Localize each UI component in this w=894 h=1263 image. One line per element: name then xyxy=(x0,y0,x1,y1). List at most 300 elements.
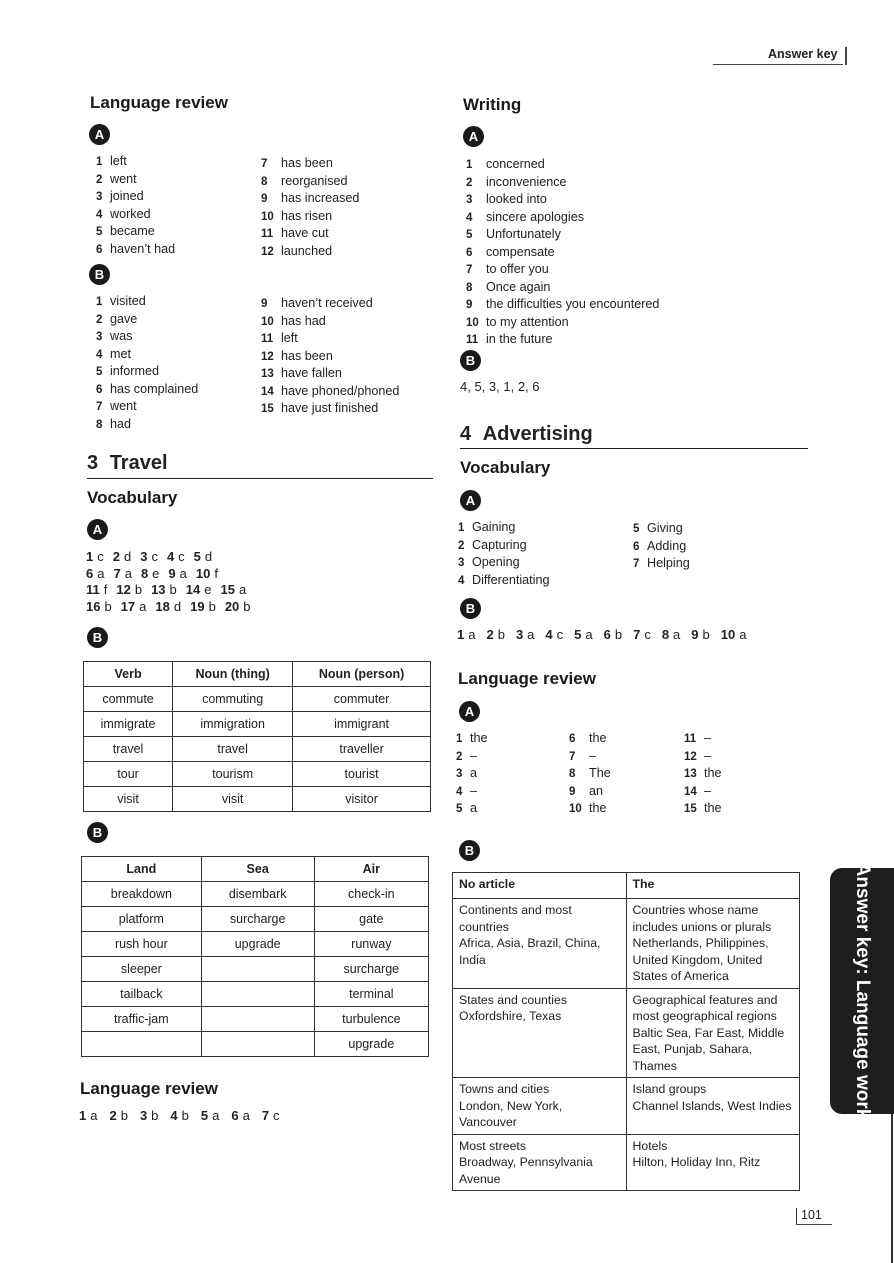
adv-vocab-b-answers xyxy=(457,627,757,642)
item-text: haven’t received xyxy=(281,296,373,310)
item-number: 9 xyxy=(466,299,473,311)
answer-item xyxy=(574,627,592,642)
list-item xyxy=(569,748,611,766)
list-item xyxy=(96,381,198,399)
chapter-title: Travel xyxy=(109,452,168,474)
item-number: 6 xyxy=(96,383,103,396)
item-number: 3 xyxy=(96,191,103,203)
answer-letter: a xyxy=(124,565,132,581)
item-number: 8 xyxy=(261,175,268,188)
lr-b-col1 xyxy=(96,293,198,433)
item-number: 5 xyxy=(633,523,640,535)
advertising-vocabulary-heading: Vocabulary xyxy=(460,458,551,477)
item-number: 10 xyxy=(261,210,274,223)
running-head: Answer key xyxy=(768,47,838,61)
list-item xyxy=(569,800,611,818)
table-row xyxy=(82,957,429,982)
table-row xyxy=(84,787,431,812)
item-number: 1 xyxy=(456,733,463,745)
answer-number: 17 xyxy=(120,598,136,614)
answer-number: 16 xyxy=(86,598,101,614)
cell-line: includes unions or plurals xyxy=(632,919,772,934)
answer-item xyxy=(140,549,158,564)
answer-number: 19 xyxy=(190,598,205,614)
chapter-advertising-rule xyxy=(460,448,808,449)
table-header-row xyxy=(82,857,429,882)
list-item xyxy=(96,241,175,259)
answer-letter: d xyxy=(123,549,132,564)
item-number: 6 xyxy=(96,243,103,256)
answer-item xyxy=(721,627,747,642)
section-b-badge: B xyxy=(459,840,480,861)
answer-number: 9 xyxy=(691,627,699,642)
table-cell: commute xyxy=(84,687,173,712)
section-a-badge: A xyxy=(89,124,110,145)
item-text: Differentiating xyxy=(472,572,550,587)
column-header: Noun (thing) xyxy=(173,662,293,687)
table-cell: terminal xyxy=(314,982,428,1007)
writing-b-sequence: 4, 5, 3, 1, 2, 6 xyxy=(460,379,540,394)
section-a-badge: A xyxy=(463,126,484,147)
answer-item xyxy=(168,566,186,581)
table-cell xyxy=(453,1134,627,1191)
item-text: – xyxy=(470,783,478,798)
answer-item xyxy=(516,627,534,642)
item-text: an xyxy=(589,783,604,798)
answer-number: 4 xyxy=(166,549,175,564)
adv-vocab-a-col2 xyxy=(633,520,690,573)
table-cell: turbulence xyxy=(314,1007,428,1032)
item-number: 2 xyxy=(456,750,463,763)
item-number: 7 xyxy=(569,750,576,763)
answer-item xyxy=(457,627,475,642)
item-text: met xyxy=(110,346,131,361)
answer-letter: b xyxy=(702,627,710,642)
table-cell: rush hour xyxy=(82,932,202,957)
list-item xyxy=(96,223,175,241)
item-number: 3 xyxy=(466,194,473,206)
item-text: in the future xyxy=(486,332,553,346)
item-number: 7 xyxy=(261,158,268,170)
table-cell: traffic-jam xyxy=(82,1007,202,1032)
item-text: left xyxy=(281,331,298,345)
item-number: 12 xyxy=(261,350,274,363)
answer-letter: a xyxy=(527,627,535,642)
answer-item xyxy=(231,1108,249,1123)
list-item xyxy=(633,538,690,556)
answer-letter: b xyxy=(208,598,216,614)
list-item xyxy=(466,314,659,332)
cell-line: United Kingdom, United xyxy=(632,952,763,967)
answer-item xyxy=(691,627,709,642)
item-number: 8 xyxy=(466,281,473,294)
item-text: The xyxy=(589,766,611,780)
list-item xyxy=(261,400,399,418)
item-text: Capturing xyxy=(472,537,527,552)
page-number-rule xyxy=(796,1224,832,1225)
travel-language-review-heading: Language review xyxy=(80,1079,218,1098)
item-number: 5 xyxy=(96,226,103,238)
item-number: 14 xyxy=(261,385,274,398)
running-head-bar xyxy=(845,47,847,65)
item-text: has complained xyxy=(110,381,199,396)
item-text: visited xyxy=(110,294,146,308)
table-cell: visitor xyxy=(293,787,431,812)
list-item xyxy=(456,800,488,818)
answer-number: 4 xyxy=(170,1108,178,1123)
answer-letter: f xyxy=(103,582,108,597)
item-text: has increased xyxy=(281,191,360,205)
cell-line: Oxfordshire, Texas xyxy=(459,1009,562,1023)
cell-line: Broadway, Pennsylvania xyxy=(459,1155,593,1169)
item-number: 10 xyxy=(466,316,479,329)
item-number: 1 xyxy=(96,156,103,168)
list-item xyxy=(569,783,611,801)
answer-letter: e xyxy=(152,565,160,581)
item-text: inconvenience xyxy=(486,174,567,189)
item-text: – xyxy=(704,731,712,745)
table-cell: tourist xyxy=(293,762,431,787)
answer-number: 14 xyxy=(185,582,201,597)
answer-item xyxy=(201,1108,219,1123)
answer-number: 13 xyxy=(151,582,166,597)
column-header: Noun (person) xyxy=(293,662,431,687)
item-text: the xyxy=(589,801,607,815)
table-cell: commuter xyxy=(293,687,431,712)
item-number: 11 xyxy=(261,333,274,345)
item-text: has had xyxy=(281,313,326,328)
list-item xyxy=(466,279,659,297)
table-cell: immigrant xyxy=(293,712,431,737)
list-item xyxy=(456,748,488,766)
list-item xyxy=(684,783,722,801)
item-text: the xyxy=(589,731,607,745)
table-cell xyxy=(626,988,800,1078)
cell-line: Netherlands, Philippines, xyxy=(632,936,769,950)
answer-letter: b xyxy=(134,582,143,597)
answer-letter: c xyxy=(151,549,158,564)
answer-letter: a xyxy=(90,1108,98,1123)
list-item xyxy=(96,328,198,346)
list-item xyxy=(466,226,659,244)
cell-line: Baltic Sea, Far East, Middle xyxy=(632,1025,785,1040)
answer-letter: a xyxy=(238,582,247,597)
answer-number: 9 xyxy=(168,565,176,581)
answer-letter: a xyxy=(97,565,105,581)
answer-item xyxy=(79,1108,97,1123)
answer-letter: a xyxy=(673,627,681,642)
column-header: No article xyxy=(453,873,627,899)
table-row xyxy=(82,1032,429,1057)
item-text: a xyxy=(470,801,478,815)
item-text: the xyxy=(470,731,488,745)
item-number: 3 xyxy=(456,768,463,780)
item-number: 15 xyxy=(684,803,697,815)
table-cell: immigrate xyxy=(84,712,173,737)
item-number: 10 xyxy=(569,803,582,815)
item-text: – xyxy=(704,748,712,763)
item-number: 9 xyxy=(569,785,576,798)
column-header: The xyxy=(626,873,800,899)
item-number: 13 xyxy=(261,368,274,380)
table-cell: commuting xyxy=(173,687,293,712)
item-text: Helping xyxy=(647,556,690,570)
item-number: 4 xyxy=(456,785,463,798)
table-cell: surcharge xyxy=(314,957,428,982)
column-header: Sea xyxy=(201,857,314,882)
item-number: 11 xyxy=(684,733,697,745)
item-text: Opening xyxy=(472,555,520,569)
language-review-heading: Language review xyxy=(90,93,228,112)
item-number: 6 xyxy=(633,540,640,553)
table-cell: upgrade xyxy=(201,932,314,957)
item-number: 12 xyxy=(684,750,697,763)
item-number: 5 xyxy=(456,803,463,815)
table-cell: platform xyxy=(82,907,202,932)
section-a-badge: A xyxy=(460,490,481,511)
cell-line: States of America xyxy=(632,969,729,983)
list-item xyxy=(261,348,399,366)
list-item xyxy=(458,519,549,537)
item-number: 4 xyxy=(96,348,103,361)
table-cell xyxy=(453,899,627,989)
list-item xyxy=(261,330,399,348)
answer-letter: c xyxy=(97,549,104,564)
item-text: has been xyxy=(281,348,333,363)
answer-letter: a xyxy=(585,627,593,642)
answer-row xyxy=(86,549,260,566)
list-item xyxy=(96,398,198,416)
answer-number: 6 xyxy=(231,1108,239,1123)
answer-number: 3 xyxy=(515,627,524,642)
item-number: 7 xyxy=(466,264,473,276)
list-item xyxy=(261,173,359,191)
answer-letter: c xyxy=(178,549,185,564)
item-text: has been xyxy=(281,156,333,170)
list-item xyxy=(96,153,175,171)
answer-row xyxy=(86,599,260,616)
answer-letter: b xyxy=(169,582,177,597)
writing-heading: Writing xyxy=(463,95,522,114)
list-item xyxy=(261,225,359,243)
answer-number: 15 xyxy=(220,582,235,597)
answer-item xyxy=(151,582,177,597)
answer-item xyxy=(486,627,504,642)
item-number: 1 xyxy=(466,159,473,171)
table-row xyxy=(84,712,431,737)
item-number: 14 xyxy=(684,785,697,798)
item-number: 4 xyxy=(96,208,103,221)
cell-line: London, New York, xyxy=(459,1098,563,1113)
answer-item xyxy=(545,627,563,642)
list-item xyxy=(456,783,488,801)
answer-number: 7 xyxy=(261,1108,270,1123)
list-item xyxy=(96,293,198,311)
answer-letter: f xyxy=(214,565,218,581)
table-cell: tour xyxy=(84,762,173,787)
adv-lr-a-col1 xyxy=(456,730,488,818)
table-cell: tailback xyxy=(82,982,202,1007)
answer-letter: d xyxy=(204,549,213,564)
answer-letter: b xyxy=(243,598,251,614)
item-text: went xyxy=(110,399,137,413)
answer-item xyxy=(633,627,651,642)
side-tab-label: Answer key: Language work xyxy=(852,862,873,1120)
answer-number: 1 xyxy=(457,627,465,642)
answer-item xyxy=(109,1108,127,1123)
answer-item xyxy=(220,582,246,597)
land-sea-air-table xyxy=(81,856,429,1057)
item-text: have fallen xyxy=(281,366,342,380)
table-header-row xyxy=(84,662,431,687)
list-item xyxy=(96,346,198,364)
advertising-language-review-heading: Language review xyxy=(458,669,596,688)
travel-vocab-a-answers xyxy=(86,549,260,615)
answer-item xyxy=(262,1108,280,1123)
item-number: 9 xyxy=(261,193,268,205)
word-forms-table xyxy=(83,661,431,812)
item-text: the xyxy=(704,801,722,815)
answer-item xyxy=(141,566,159,581)
list-item xyxy=(684,730,722,748)
articles-table xyxy=(452,872,800,1191)
list-item xyxy=(684,765,722,783)
answer-item xyxy=(86,582,107,597)
list-item xyxy=(684,800,722,818)
item-number: 5 xyxy=(96,366,103,378)
list-item xyxy=(466,244,659,262)
item-number: 1 xyxy=(458,522,465,534)
table-cell: travel xyxy=(84,737,173,762)
answer-letter: a xyxy=(212,1108,220,1123)
lr-a-col2 xyxy=(261,155,359,260)
answer-letter: a xyxy=(468,627,476,642)
item-text: the difficulties you encountered xyxy=(486,297,660,311)
table-cell: visit xyxy=(173,787,293,812)
answer-number: 2 xyxy=(112,549,120,564)
answer-item xyxy=(186,582,212,597)
item-text: joined xyxy=(110,189,144,203)
list-item xyxy=(684,748,722,766)
answer-item xyxy=(86,599,112,614)
answer-number: 4 xyxy=(545,627,553,642)
table-cell xyxy=(626,1134,800,1191)
item-text: left xyxy=(110,154,127,168)
item-number: 9 xyxy=(261,298,268,310)
answer-number: 2 xyxy=(486,627,494,642)
item-text: – xyxy=(470,748,478,763)
answer-number: 8 xyxy=(661,627,670,642)
table-row xyxy=(453,1134,800,1191)
list-item xyxy=(466,209,659,227)
answer-number: 10 xyxy=(720,627,736,642)
table-cell xyxy=(201,1007,314,1032)
answer-row xyxy=(86,566,260,583)
cell-line: Towns and cities xyxy=(459,1082,550,1096)
answer-letter: b xyxy=(151,1108,159,1123)
item-number: 5 xyxy=(466,229,473,241)
item-text: was xyxy=(110,329,133,343)
item-number: 8 xyxy=(96,418,103,431)
item-number: 12 xyxy=(261,245,274,258)
table-cell: tourism xyxy=(173,762,293,787)
list-item xyxy=(633,555,690,573)
side-tab xyxy=(830,862,894,1120)
column-header: Verb xyxy=(84,662,173,687)
table-cell: runway xyxy=(314,932,428,957)
answer-number: 5 xyxy=(574,627,582,642)
item-text: compensate xyxy=(486,244,555,259)
page-edge-line xyxy=(891,1114,893,1263)
answer-number: 6 xyxy=(86,565,94,581)
list-item xyxy=(261,243,359,261)
section-a-badge: A xyxy=(459,701,480,722)
list-item xyxy=(96,171,175,189)
item-text: have cut xyxy=(281,226,329,240)
answer-number: 11 xyxy=(86,582,100,597)
answer-letter: e xyxy=(204,582,212,597)
item-text: gave xyxy=(110,311,138,326)
item-text: the xyxy=(704,766,722,780)
answer-item xyxy=(113,549,131,564)
item-number: 11 xyxy=(261,228,274,240)
list-item xyxy=(458,572,549,590)
item-number: 2 xyxy=(96,313,103,326)
answer-letter: d xyxy=(173,598,182,614)
cell-line: Hilton, Holiday Inn, Ritz xyxy=(632,1155,761,1169)
list-item xyxy=(466,191,659,209)
item-text: Once again xyxy=(486,279,551,294)
chapter-travel-rule xyxy=(87,478,433,479)
table-header-row xyxy=(453,873,800,899)
table-cell: gate xyxy=(314,907,428,932)
answer-item xyxy=(167,549,185,564)
cell-line: East, Punjab, Sahara, xyxy=(632,1042,753,1056)
item-text: – xyxy=(589,748,597,763)
item-number: 10 xyxy=(261,315,274,328)
item-text: went xyxy=(110,171,137,186)
answer-letter: a xyxy=(739,627,747,642)
cell-line: States and counties xyxy=(459,992,568,1007)
table-cell xyxy=(82,1032,202,1057)
item-text: Giving xyxy=(647,521,683,535)
cell-line: Africa, Asia, Brazil, China, xyxy=(459,936,601,950)
table-cell: check-in xyxy=(314,882,428,907)
section-a-badge: A xyxy=(87,519,108,540)
answer-number: 8 xyxy=(140,565,149,581)
table-cell: travel xyxy=(173,737,293,762)
list-item xyxy=(569,730,611,748)
item-number: 1 xyxy=(96,296,103,308)
table-row xyxy=(82,1007,429,1032)
item-text: have just finished xyxy=(281,401,379,415)
answer-letter: b xyxy=(181,1108,189,1123)
table-row xyxy=(82,932,429,957)
item-text: have phoned/phoned xyxy=(281,383,400,398)
page-number-bar xyxy=(796,1208,797,1224)
list-item xyxy=(96,363,198,381)
table-cell xyxy=(453,1078,627,1135)
chapter-title: Advertising xyxy=(482,423,593,445)
table-cell: sleeper xyxy=(82,957,202,982)
list-item xyxy=(466,296,659,314)
cell-line: Vancouver xyxy=(459,1115,517,1129)
list-item xyxy=(261,313,399,331)
lr-a-col1 xyxy=(96,153,175,258)
item-number: 2 xyxy=(458,539,465,552)
answer-item xyxy=(662,627,680,642)
item-number: 6 xyxy=(466,246,473,259)
